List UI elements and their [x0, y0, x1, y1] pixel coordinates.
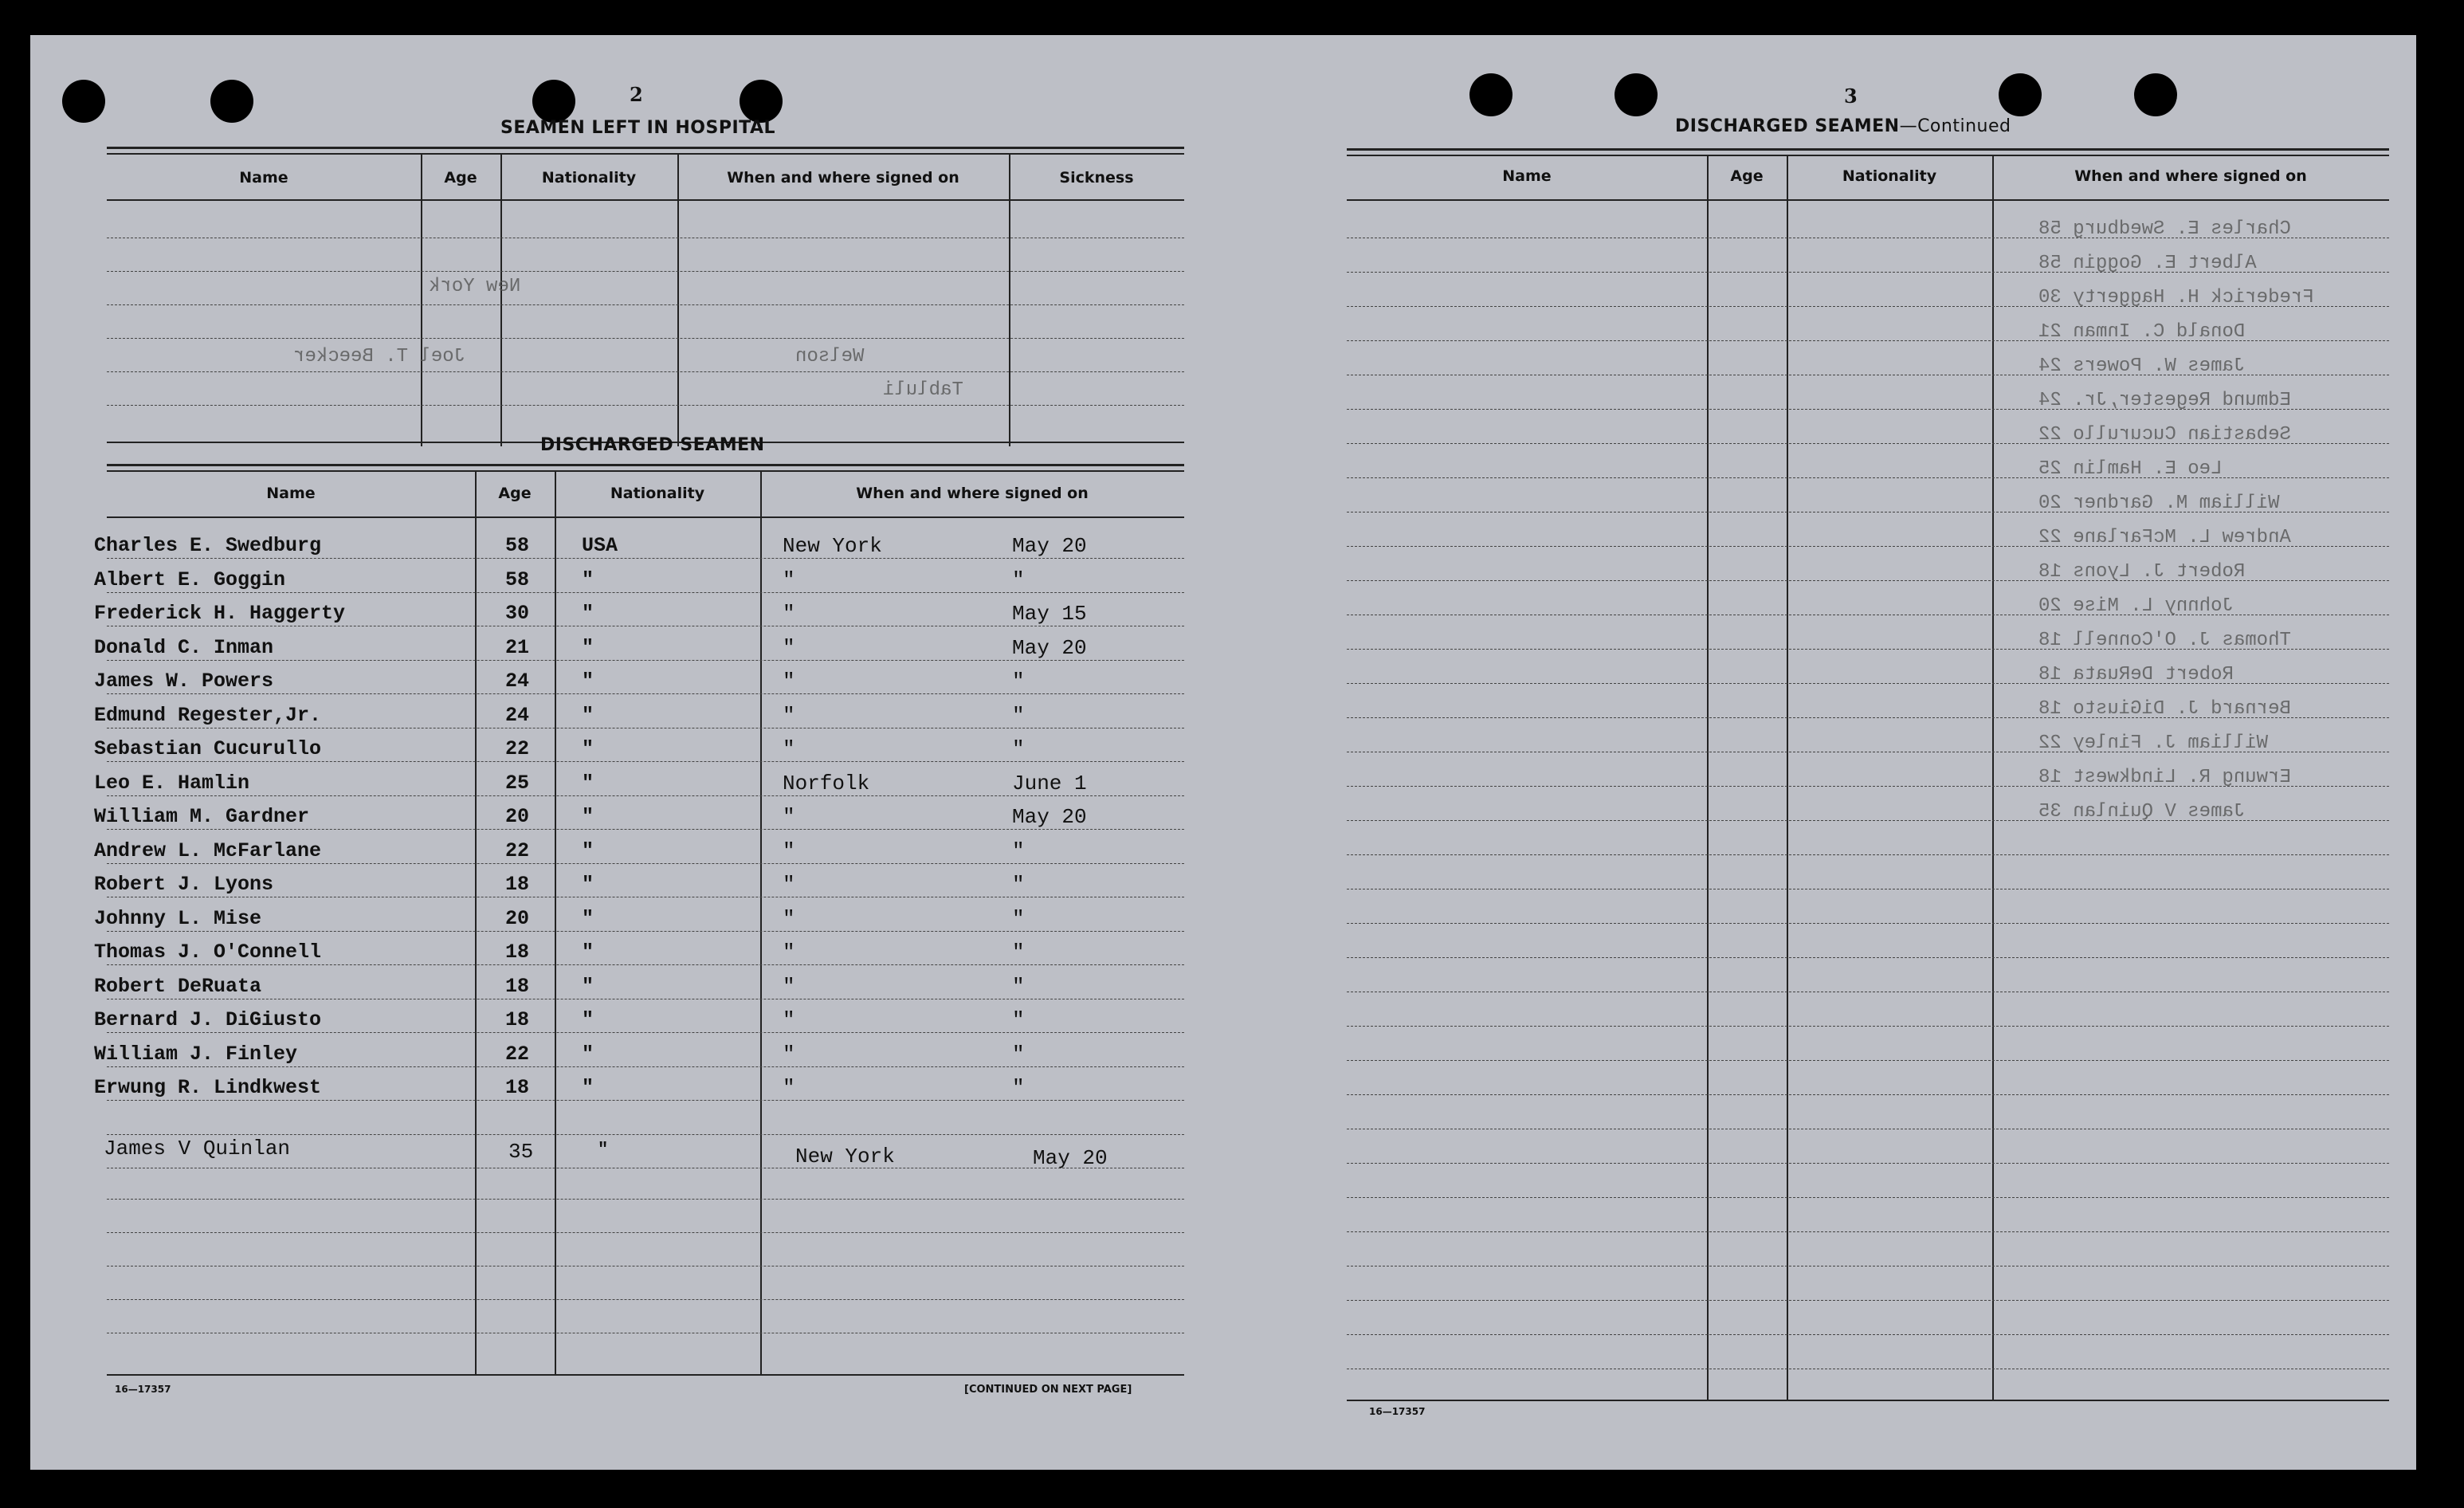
row-line	[107, 795, 1184, 796]
continued-note: [CONTINUED ON NEXT PAGE]	[964, 1384, 1132, 1396]
row-line	[1347, 1300, 2389, 1301]
punch-hole	[1615, 73, 1658, 116]
signed-on-date: "	[1012, 873, 1025, 897]
col-header-age: Age	[1730, 167, 1764, 185]
seaman-nationality: "	[582, 1076, 594, 1099]
page-number: 2	[630, 83, 643, 106]
row-line	[107, 1299, 1184, 1300]
bleed-through-mark: Bernard J. DiGiusto 18	[2038, 698, 2291, 720]
rule	[107, 470, 1184, 472]
signed-on-date: "	[1012, 1043, 1025, 1066]
rule	[1347, 148, 2389, 151]
seaman-nationality: "	[582, 1043, 594, 1066]
handwritten-place: New York	[795, 1145, 895, 1168]
document-sheet	[30, 35, 2416, 1470]
signed-on-date: "	[1012, 1076, 1025, 1100]
signed-on-place: "	[783, 568, 795, 592]
row-line	[1347, 854, 2389, 855]
bleed-through-mark: Joel T. Beecker	[293, 346, 466, 367]
row-line	[107, 1032, 1184, 1033]
bleed-through-mark: Albert E. Goggin 58	[2038, 253, 2257, 274]
row-line	[107, 371, 1184, 372]
discharged-section-title: DISCHARGED SEAMEN	[540, 435, 765, 455]
seaman-name: Leo E. Hamlin	[94, 772, 250, 795]
bleed-through-mark: Robert DeRuata 18	[2038, 664, 2234, 685]
bleed-through-mark: Frederick H. Haggerty 30	[2038, 287, 2314, 308]
row-line	[107, 863, 1184, 864]
seaman-nationality: "	[582, 805, 594, 828]
row-line	[1347, 1060, 2389, 1061]
seaman-nationality: USA	[582, 534, 618, 557]
col-divider	[421, 155, 422, 446]
punch-hole	[210, 80, 253, 123]
signed-on-place: "	[783, 839, 795, 863]
signed-on-date: "	[1012, 737, 1025, 761]
col-divider	[475, 472, 477, 1374]
seaman-nationality: "	[582, 1008, 594, 1031]
row-line	[1347, 1334, 2389, 1335]
row-line	[1347, 957, 2389, 958]
row-line	[107, 1100, 1184, 1101]
row-line	[107, 829, 1184, 830]
page-number: 3	[1844, 84, 1858, 108]
signed-on-place: "	[783, 602, 795, 626]
seaman-age: 30	[505, 602, 530, 625]
row-line	[107, 558, 1184, 559]
seaman-nationality: "	[582, 704, 594, 727]
row-line	[1347, 1231, 2389, 1232]
bleed-through-mark: James W. Powers 24	[2038, 355, 2246, 377]
seaman-age: 22	[505, 1043, 530, 1066]
seaman-name: Donald C. Inman	[94, 636, 274, 659]
handwritten-age: 35	[508, 1140, 534, 1164]
seaman-name: Albert E. Goggin	[94, 568, 286, 591]
seaman-age: 24	[505, 704, 530, 727]
row-line	[107, 1134, 1184, 1135]
signed-on-place: "	[783, 941, 795, 964]
rule	[107, 1374, 1184, 1376]
bleed-through-mark: Donald C. Inman 21	[2038, 321, 2246, 343]
signed-on-place: "	[783, 907, 795, 931]
col-divider	[677, 155, 679, 446]
punch-hole	[532, 80, 575, 123]
signed-on-place: "	[783, 704, 795, 728]
signed-on-date: May 15	[1012, 602, 1087, 626]
seaman-name: Frederick H. Haggerty	[94, 602, 346, 625]
bleed-through-mark: Welson	[795, 346, 865, 367]
bleed-through-mark: Andrew L. McFarlane 22	[2038, 527, 2291, 548]
signed-on-place: "	[783, 636, 795, 660]
seaman-age: 18	[505, 873, 530, 896]
seaman-age: 58	[505, 568, 530, 591]
seaman-nationality: "	[582, 737, 594, 760]
title-rest: —Continued	[1899, 116, 2011, 136]
signed-on-place: New York	[783, 534, 882, 558]
rule	[107, 464, 1184, 466]
hospital-section-title: SEAMEN LEFT IN HOSPITAL	[500, 118, 776, 138]
rule	[1347, 199, 2389, 201]
punch-hole	[1999, 73, 2042, 116]
row-line	[107, 1232, 1184, 1233]
right-section-title	[1675, 116, 2011, 136]
col-header-signed-on: When and where signed on	[856, 485, 1089, 502]
signed-on-place: "	[783, 873, 795, 897]
row-line	[1347, 1094, 2389, 1095]
seaman-nationality: "	[582, 873, 594, 896]
col-header-nationality: Nationality	[1842, 167, 1937, 185]
row-line	[1347, 1197, 2389, 1198]
signed-on-date: "	[1012, 975, 1025, 999]
seaman-nationality: "	[582, 568, 594, 591]
signed-on-date: "	[1012, 839, 1025, 863]
signed-on-date: "	[1012, 670, 1025, 693]
form-number: 16—17357	[1369, 1406, 1426, 1417]
seaman-age: 18	[505, 1076, 530, 1099]
seaman-nationality: "	[582, 941, 594, 964]
seaman-name: Sebastian Cucurullo	[94, 737, 322, 760]
signed-on-date: "	[1012, 1008, 1025, 1032]
row-line	[107, 1066, 1184, 1067]
seaman-age: 18	[505, 975, 530, 998]
row-line	[107, 761, 1184, 762]
seaman-name: William M. Gardner	[94, 805, 310, 828]
seaman-nationality: "	[582, 839, 594, 862]
col-header-sickness: Sickness	[1059, 169, 1134, 187]
seaman-name: James W. Powers	[94, 670, 274, 693]
signed-on-date: "	[1012, 907, 1025, 931]
col-header-age: Age	[498, 485, 532, 502]
punch-hole	[1469, 73, 1513, 116]
signed-on-place: "	[783, 975, 795, 999]
bleed-through-mark: Erwung R. Lindkwest 18	[2038, 767, 2291, 788]
rule	[107, 147, 1184, 149]
seaman-name: Bernard J. DiGiusto	[94, 1008, 322, 1031]
row-line	[107, 271, 1184, 272]
bleed-through-mark: William M. Gardner 20	[2038, 493, 2280, 514]
bleed-through-mark: Charles E. Swedburg 58	[2038, 218, 2291, 240]
row-line	[107, 964, 1184, 965]
seaman-nationality: "	[582, 975, 594, 998]
bleed-through-mark: Leo E. Hamlin 25	[2038, 458, 2223, 480]
row-line	[107, 405, 1184, 406]
rule	[1347, 1400, 2389, 1401]
bleed-through-mark: Johnny L. Mise 20	[2038, 595, 2234, 617]
signed-on-date: May 20	[1012, 805, 1087, 829]
signed-on-place: "	[783, 1008, 795, 1032]
seaman-age: 21	[505, 636, 530, 659]
bleed-through-mark: Thomas J. O'Connell 18	[2038, 630, 2291, 651]
handwritten-name: James V Quinlan	[104, 1137, 291, 1160]
signed-on-place: "	[783, 1076, 795, 1100]
bleed-through-mark: New York	[429, 276, 521, 297]
rule	[107, 516, 1184, 518]
col-header-name: Name	[266, 485, 316, 502]
seaman-nationality: "	[582, 636, 594, 659]
seaman-nationality: "	[582, 772, 594, 795]
punch-hole	[740, 80, 783, 123]
title-bold: DISCHARGED SEAMEN	[1675, 116, 1900, 136]
seaman-age: 18	[505, 1008, 530, 1031]
row-line	[1347, 1026, 2389, 1027]
bleed-through-mark: William J. Finley 22	[2038, 732, 2269, 754]
seaman-age: 18	[505, 941, 530, 964]
col-divider	[500, 155, 502, 446]
row-line	[107, 660, 1184, 661]
col-divider	[1009, 155, 1010, 446]
col-divider	[1992, 156, 1994, 1400]
seaman-name: Andrew L. McFarlane	[94, 839, 322, 862]
seaman-name: Robert DeRuata	[94, 975, 262, 998]
seaman-age: 20	[505, 907, 530, 930]
row-line	[107, 693, 1184, 694]
right-page	[1273, 35, 2416, 1470]
row-line	[107, 338, 1184, 339]
bleed-through-mark: Edmund Regester,Jr. 24	[2038, 390, 2291, 411]
seaman-nationality: "	[582, 602, 594, 625]
col-divider	[1707, 156, 1709, 1400]
signed-on-place: Norfolk	[783, 772, 870, 795]
signed-on-place: "	[783, 737, 795, 761]
signed-on-date: May 20	[1012, 636, 1087, 660]
bleed-through-mark: Sebastian Cucurullo 22	[2038, 424, 2291, 446]
signed-on-date: June 1	[1012, 772, 1087, 795]
seaman-age: 20	[505, 805, 530, 828]
left-page	[30, 35, 1250, 1470]
rule	[1347, 155, 2389, 156]
seaman-nationality: "	[582, 670, 594, 693]
col-header-nationality: Nationality	[541, 169, 637, 187]
seaman-age: 24	[505, 670, 530, 693]
col-header-name: Name	[239, 169, 288, 187]
row-line	[1347, 1163, 2389, 1164]
signed-on-place: "	[783, 805, 795, 829]
signed-on-place: "	[783, 670, 795, 693]
col-divider	[760, 472, 762, 1374]
bleed-through-mark: James V Quinlan 35	[2038, 801, 2246, 823]
form-number: 16—17357	[115, 1384, 171, 1395]
seaman-age: 58	[505, 534, 530, 557]
signed-on-date: "	[1012, 704, 1025, 728]
punch-hole	[62, 80, 105, 123]
handwritten-date: May 20	[1033, 1146, 1108, 1170]
bleed-through-mark: Tabluli	[883, 379, 963, 401]
seaman-age: 25	[505, 772, 530, 795]
seaman-name: William J. Finley	[94, 1043, 298, 1066]
row-line	[1347, 477, 2389, 478]
col-header-signed-on: When and where signed on	[2074, 167, 2307, 185]
col-header-signed-on: When and where signed on	[727, 169, 959, 187]
seaman-nationality: "	[582, 907, 594, 930]
seaman-name: Edmund Regester,Jr.	[94, 704, 322, 727]
bleed-through-mark: Robert J. Lyons 18	[2038, 561, 2246, 583]
signed-on-date: "	[1012, 941, 1025, 964]
punch-hole	[2134, 73, 2177, 116]
col-header-name: Name	[1502, 167, 1552, 185]
signed-on-date: May 20	[1012, 534, 1087, 558]
col-header-nationality: Nationality	[610, 485, 705, 502]
rule	[107, 153, 1184, 155]
row-line	[107, 304, 1184, 305]
col-header-age: Age	[444, 169, 477, 187]
handwritten-nationality: "	[598, 1140, 609, 1160]
seaman-name: Robert J. Lyons	[94, 873, 274, 896]
seaman-age: 22	[505, 839, 530, 862]
seaman-name: Erwung R. Lindkwest	[94, 1076, 322, 1099]
col-divider	[1787, 156, 1788, 1400]
row-line	[107, 1199, 1184, 1200]
seaman-name: Johnny L. Mise	[94, 907, 262, 930]
signed-on-date: "	[1012, 568, 1025, 592]
col-divider	[555, 472, 556, 1374]
row-line	[107, 931, 1184, 932]
signed-on-place: "	[783, 1043, 795, 1066]
seaman-name: Thomas J. O'Connell	[94, 941, 322, 964]
row-line	[1347, 923, 2389, 924]
rule	[107, 199, 1184, 201]
seaman-name: Charles E. Swedburg	[94, 534, 322, 557]
seaman-age: 22	[505, 737, 530, 760]
row-line	[107, 592, 1184, 593]
